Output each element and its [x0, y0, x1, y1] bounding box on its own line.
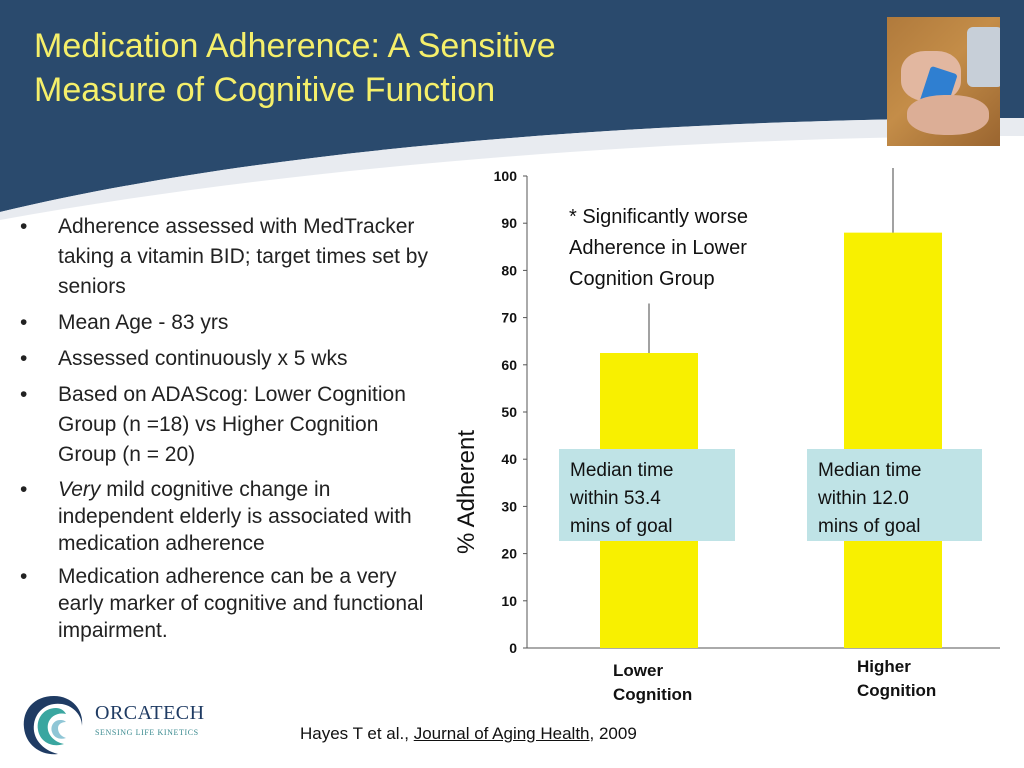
orca-swirl-icon — [20, 692, 88, 758]
significance-annotation: * Significantly worse — [569, 206, 748, 228]
y-tick-label: 20 — [501, 545, 517, 562]
bullet-item — [20, 476, 430, 557]
category-label: Cognition — [857, 681, 937, 700]
callout-text: Median time — [570, 460, 674, 481]
citation-authors: Hayes T et al., — [300, 724, 414, 743]
callout-text: Median time — [818, 460, 922, 481]
y-tick-label: 30 — [501, 498, 517, 515]
logo-tagline: SENSING LIFE KINETICS — [95, 728, 199, 737]
callout-text: within 53.4 — [570, 488, 661, 509]
slide-title-line1: Medication Adherence: A Sensitive — [34, 27, 556, 65]
y-tick-label: 70 — [501, 309, 517, 326]
significance-annotation: Cognition Group — [569, 268, 715, 290]
y-tick-label: 90 — [501, 215, 517, 232]
callout-text: within 12.0 — [818, 488, 909, 509]
orcatech-logo — [20, 692, 210, 758]
y-tick-label: 0 — [509, 640, 517, 656]
adherence-bar-chart — [440, 160, 1000, 720]
y-tick-label: 60 — [501, 356, 517, 373]
y-tick-label: 80 — [501, 262, 517, 279]
y-tick-label: 10 — [501, 592, 517, 609]
slide-title-line2: Measure of Cognitive Function — [34, 71, 496, 109]
callout-text: mins of goal — [570, 516, 673, 537]
bullet-text: mild cognitive change in independent elderly is associated with medication adherence — [58, 478, 412, 555]
y-tick-label: 50 — [501, 404, 517, 420]
category-label: Lower — [613, 661, 664, 680]
bullet-item: • Medication adherence can be a very early marker of cognitive and functional impairment. — [20, 563, 430, 644]
y-tick-label: 40 — [501, 451, 517, 468]
bullet-emphasis: Very — [58, 478, 101, 501]
bullet-item: • Based on ADAScog: Lower Cognition Group (n =18) vs Higher Cognition Group (n = 20) — [20, 380, 430, 470]
hands-with-pillbox-photo — [887, 17, 1000, 146]
citation-year: , 2009 — [589, 724, 637, 743]
citation-journal-link[interactable]: Journal of Aging Health — [413, 724, 590, 743]
y-axis-label: % Adherent — [453, 429, 480, 555]
logo-name: ORCATECH — [95, 702, 205, 724]
category-label: Higher — [857, 657, 911, 676]
bar — [844, 233, 942, 648]
category-label: Cognition — [613, 685, 693, 704]
bullet-item: • Mean Age - 83 yrs — [20, 308, 430, 338]
y-tick-label: 100 — [493, 168, 517, 184]
bullet-item: • Assessed continuously x 5 wks — [20, 344, 430, 374]
citation — [300, 724, 637, 744]
bullet-list — [20, 212, 430, 650]
bullet-item: • Adherence assessed with MedTracker taking a vitamin BID; target times set by seniors — [20, 212, 430, 302]
significance-annotation: Adherence in Lower — [569, 237, 747, 259]
callout-text: mins of goal — [818, 516, 921, 537]
slide-title — [34, 24, 854, 112]
